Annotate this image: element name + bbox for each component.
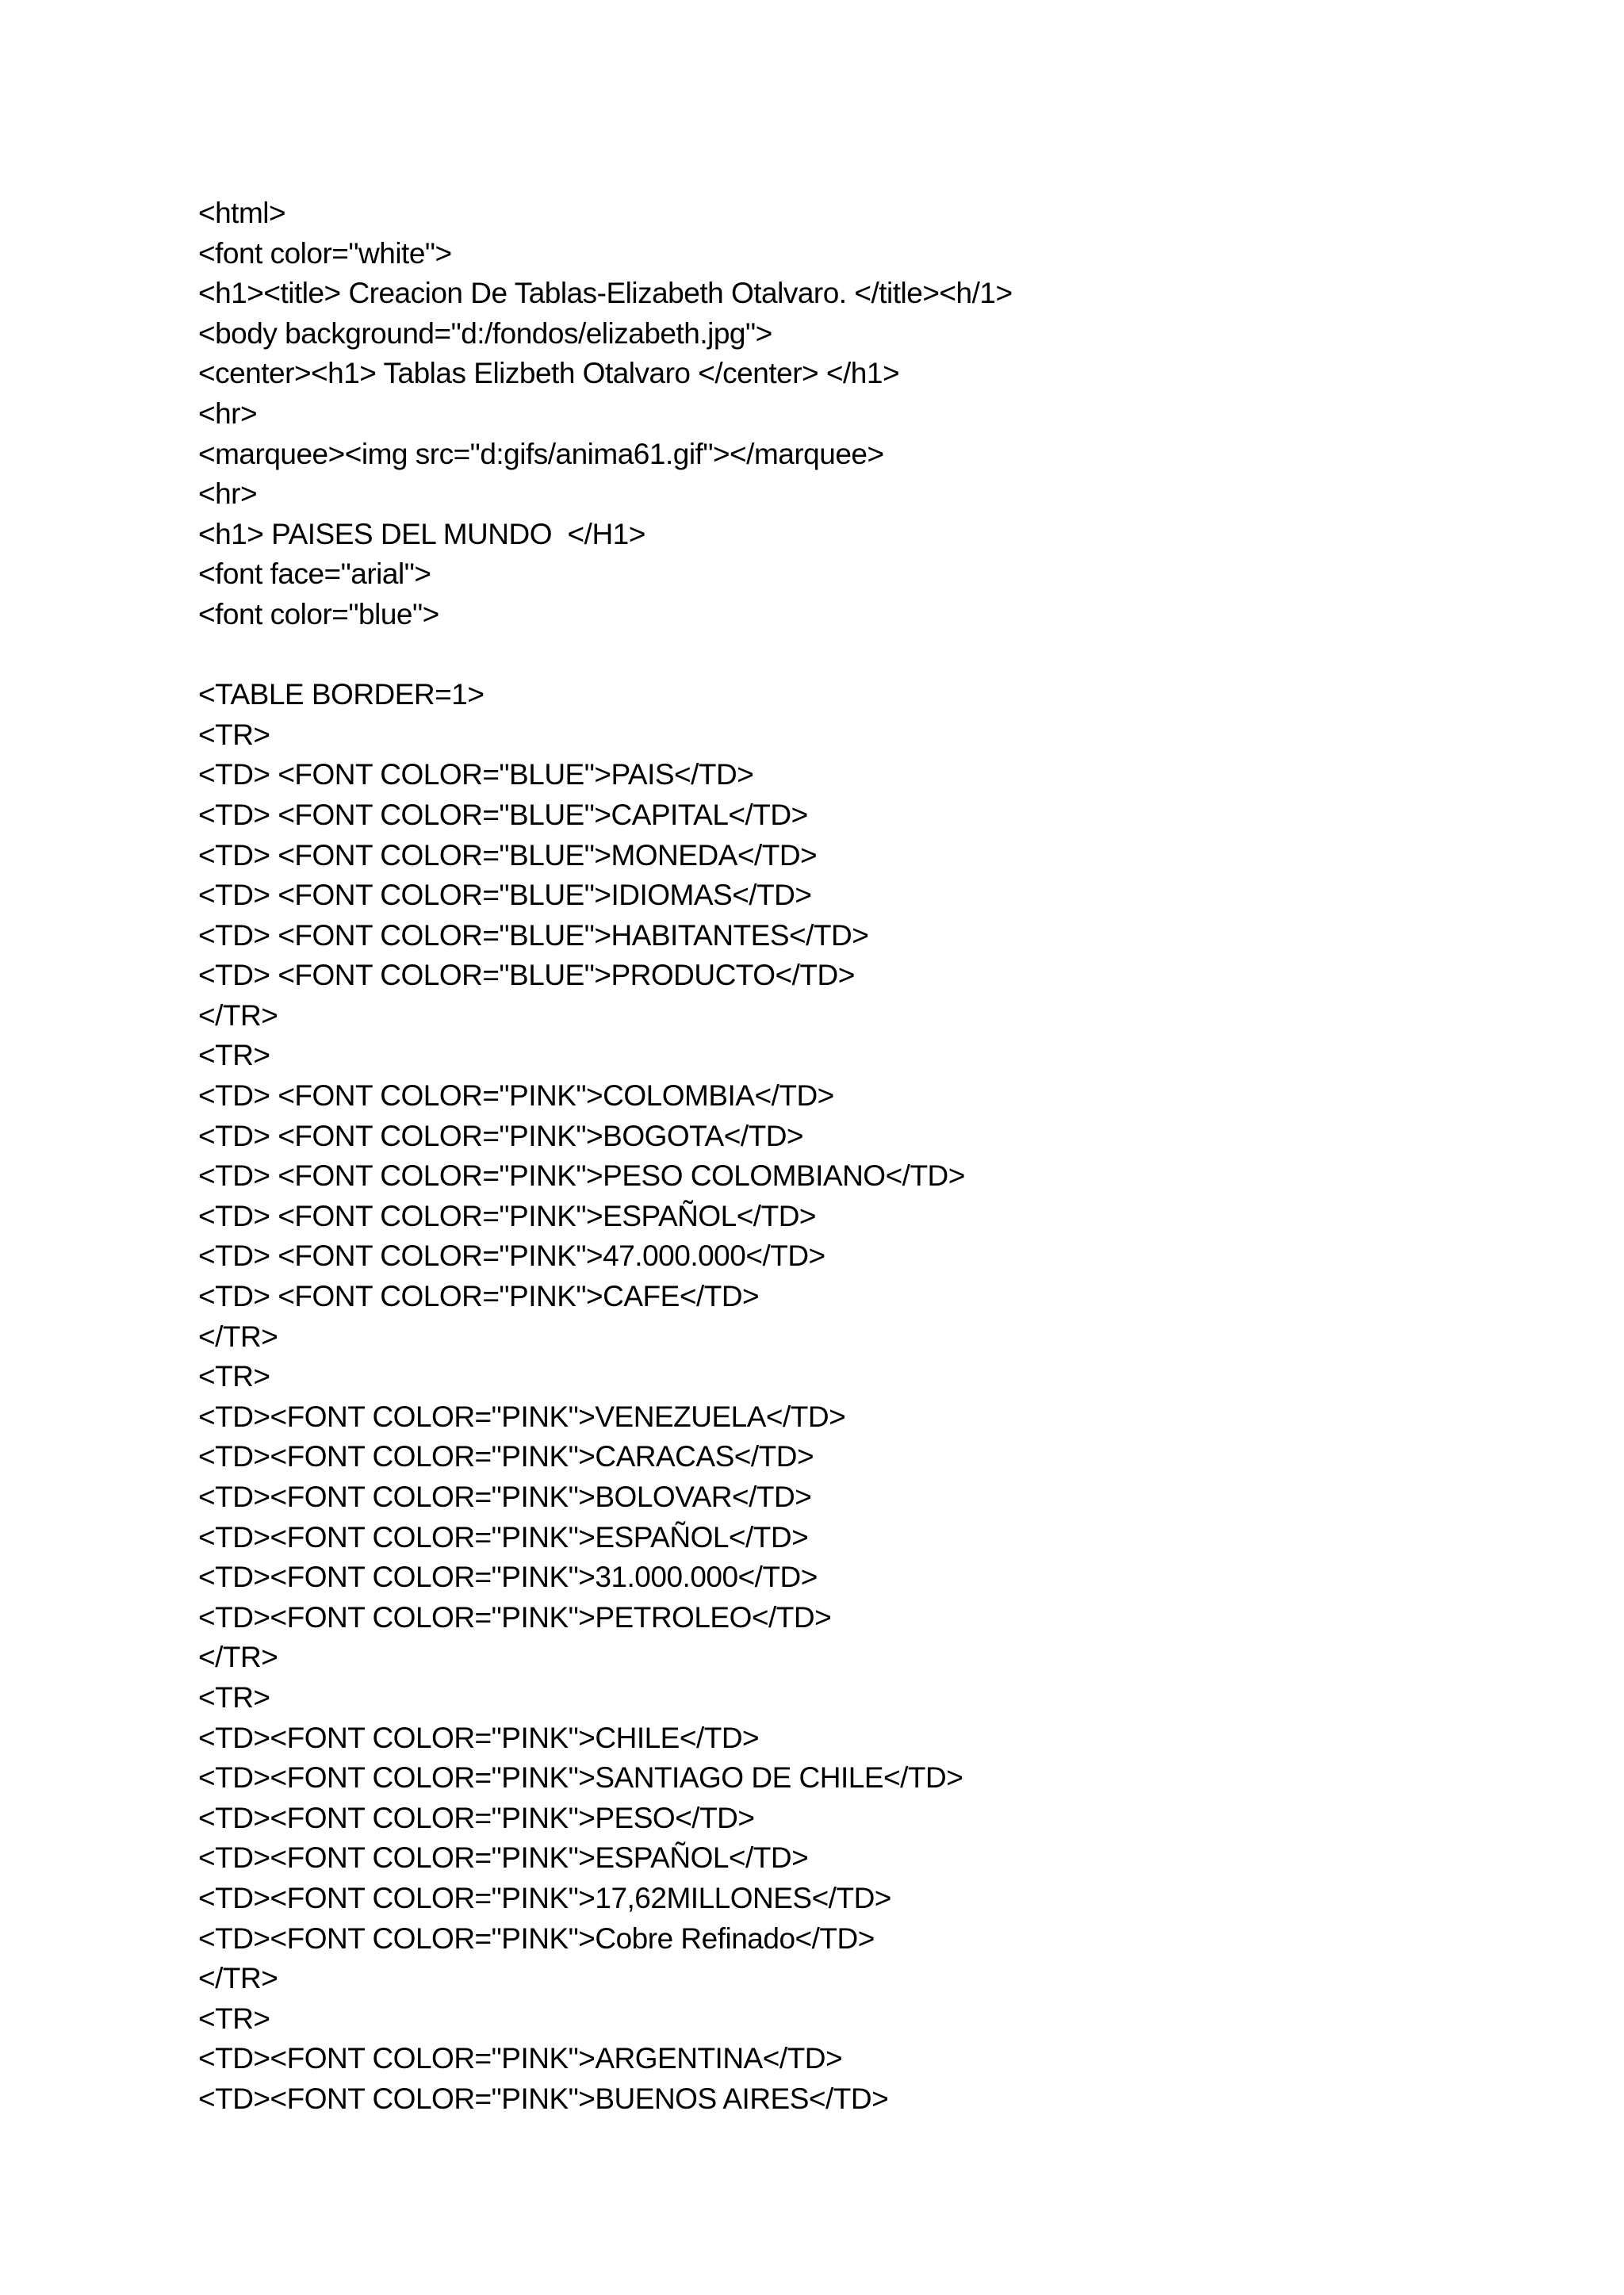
code-line: <TD><FONT COLOR="PINK">SANTIAGO DE CHILE</TD> [198,1761,963,1795]
code-line: <TD> <FONT COLOR="BLUE">IDIOMAS</TD> [198,879,812,912]
code-line: <TD> <FONT COLOR="BLUE">PRODUCTO</TD> [198,959,855,992]
code-line: <TD><FONT COLOR="PINK">17,62MILLONES</TD> [198,1881,891,1914]
code-line: <TD> <FONT COLOR="PINK">COLOMBIA</TD> [198,1079,834,1113]
code-line: <marquee><img src="d:gifs/anima61.gif"></marquee> [198,437,884,470]
code-line: <hr> [198,477,258,511]
code-line: <font color="white"> [198,236,452,270]
code-line: <TD><FONT COLOR="PINK">CHILE</TD> [198,1721,760,1754]
code-line: <TD> <FONT COLOR="PINK">BOGOTA</TD> [198,1119,804,1152]
code-line: </TR> [198,998,278,1032]
code-line: <html> [198,197,286,229]
code-line: <body background="d:/fondos/elizabeth.jpg"> [198,316,772,350]
code-line: </TR> [198,1641,278,1674]
code-line: <TD><FONT COLOR="PINK">Cobre Refinado</TD> [198,1921,875,1955]
code-line: <TD><FONT COLOR="PINK">VENEZUELA</TD> [198,1400,846,1433]
code-line: <TD> <FONT COLOR="BLUE">MONEDA</TD> [198,838,818,872]
code-line [198,635,1546,676]
code-line: <TD><FONT COLOR="PINK">PESO</TD> [198,1801,755,1834]
code-line: <TD><FONT COLOR="PINK">PETROLEO</TD> [198,1600,832,1634]
code-line: <TD><FONT COLOR="PINK">BUENOS AIRES</TD> [198,2082,889,2115]
code-line: <TD> <FONT COLOR="BLUE">PAIS</TD> [198,758,754,791]
code-line: <hr> [198,397,258,430]
code-line: <TABLE BORDER=1> [198,678,485,711]
code-listing [198,193,1546,2120]
code-line: <TD><FONT COLOR="PINK">CARACAS</TD> [198,1440,814,1473]
code-line: <TD> <FONT COLOR="BLUE">HABITANTES</TD> [198,918,869,952]
code-line: </TR> [198,1320,278,1353]
code-line: <font face="arial"> [198,557,431,591]
code-line: <TD> <FONT COLOR="PINK">ESPAÑOL</TD> [198,1199,817,1232]
code-line: <h1><title> Creacion De Tablas-Elizabeth Otalvaro. </title><h/1> [198,277,1013,310]
code-line: <center><h1> Tablas Elizbeth Otalvaro </center> </h1> [198,357,900,390]
code-line: <TD> <FONT COLOR="PINK">CAFE</TD> [198,1280,760,1313]
code-line: </TR> [198,1962,278,1995]
code-line: <TR> [198,1680,270,1714]
code-line: <TD> <FONT COLOR="PINK">PESO COLOMBIANO</TD> [198,1159,965,1193]
code-line: <TR> [198,2002,270,2035]
code-line: <TD><FONT COLOR="PINK">31.000.000</TD> [198,1561,818,1594]
code-line: <TR> [198,1360,270,1393]
code-line: <font color="blue"> [198,597,439,630]
code-line: <TD> <FONT COLOR="BLUE">CAPITAL</TD> [198,798,808,831]
code-line: <TD><FONT COLOR="PINK">BOLOVAR</TD> [198,1481,812,1513]
code-line: <TD><FONT COLOR="PINK">ARGENTINA</TD> [198,2042,843,2075]
code-line: <TD> <FONT COLOR="PINK">47.000.000</TD> [198,1239,825,1273]
code-line: <TR> [198,718,270,751]
code-line: <TD><FONT COLOR="PINK">ESPAÑOL</TD> [198,1841,809,1875]
code-line: <TR> [198,1039,270,1072]
code-line: <TD><FONT COLOR="PINK">ESPAÑOL</TD> [198,1520,809,1554]
code-line: <h1> PAISES DEL MUNDO </H1> [198,517,645,550]
